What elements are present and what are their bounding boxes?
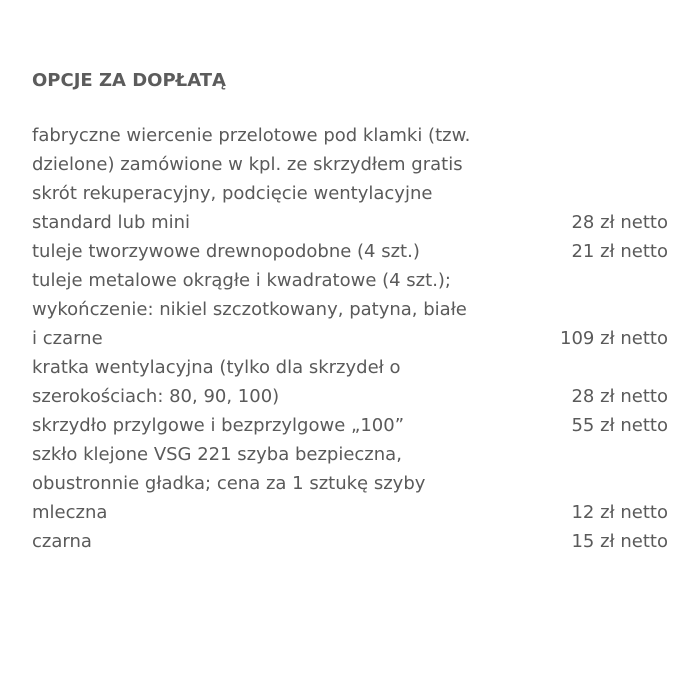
option-line [32,527,668,556]
option-line [32,440,668,469]
option-price: 55 zł netto [571,415,668,436]
option-line [32,382,668,411]
option-line [32,237,668,266]
option-text: mleczna [32,502,108,523]
option-text: fabryczne wiercenie przelotowe pod klamki (tzw. [32,125,471,146]
option-text: i czarne [32,328,103,349]
option-text: czarna [32,531,92,552]
option-line [32,208,668,237]
option-text: szerokościach: 80, 90, 100) [32,386,280,407]
option-line [32,353,668,382]
option-line [32,498,668,527]
option-line [32,411,668,440]
option-text: skrzydło przylgowe i bezprzylgowe „100” [32,415,405,436]
option-line [32,179,668,208]
option-line [32,295,668,324]
option-price: 12 zł netto [571,502,668,523]
option-line [32,266,668,295]
option-price: 109 zł netto [560,328,668,349]
option-text: skrót rekuperacyjny, podcięcie wentylacyjne [32,183,433,204]
option-text: standard lub mini [32,212,191,233]
option-line [32,324,668,353]
option-text: szkło klejone VSG 221 szyba bezpieczna, [32,444,402,465]
option-price: 21 zł netto [571,241,668,262]
section-title: OPCJE ZA DOPŁATĄ [32,70,226,91]
option-line [32,150,668,179]
option-text: tuleje tworzywowe drewnopodobne (4 szt.) [32,241,420,262]
option-text: tuleje metalowe okrągłe i kwadratowe (4 szt.); [32,270,452,291]
option-line [32,121,668,150]
option-price: 28 zł netto [571,212,668,233]
option-text: wykończenie: nikiel szczotkowany, patyna, białe [32,299,467,320]
option-text: dzielone) zamówione w kpl. ze skrzydłem gratis [32,154,463,175]
option-line [32,469,668,498]
option-price: 28 zł netto [571,386,668,407]
option-text: obustronnie gładka; cena za 1 sztukę szyby [32,473,426,494]
option-text: kratka wentylacyjna (tylko dla skrzydeł o [32,357,401,378]
options-list [32,121,668,556]
option-price: 15 zł netto [571,531,668,552]
